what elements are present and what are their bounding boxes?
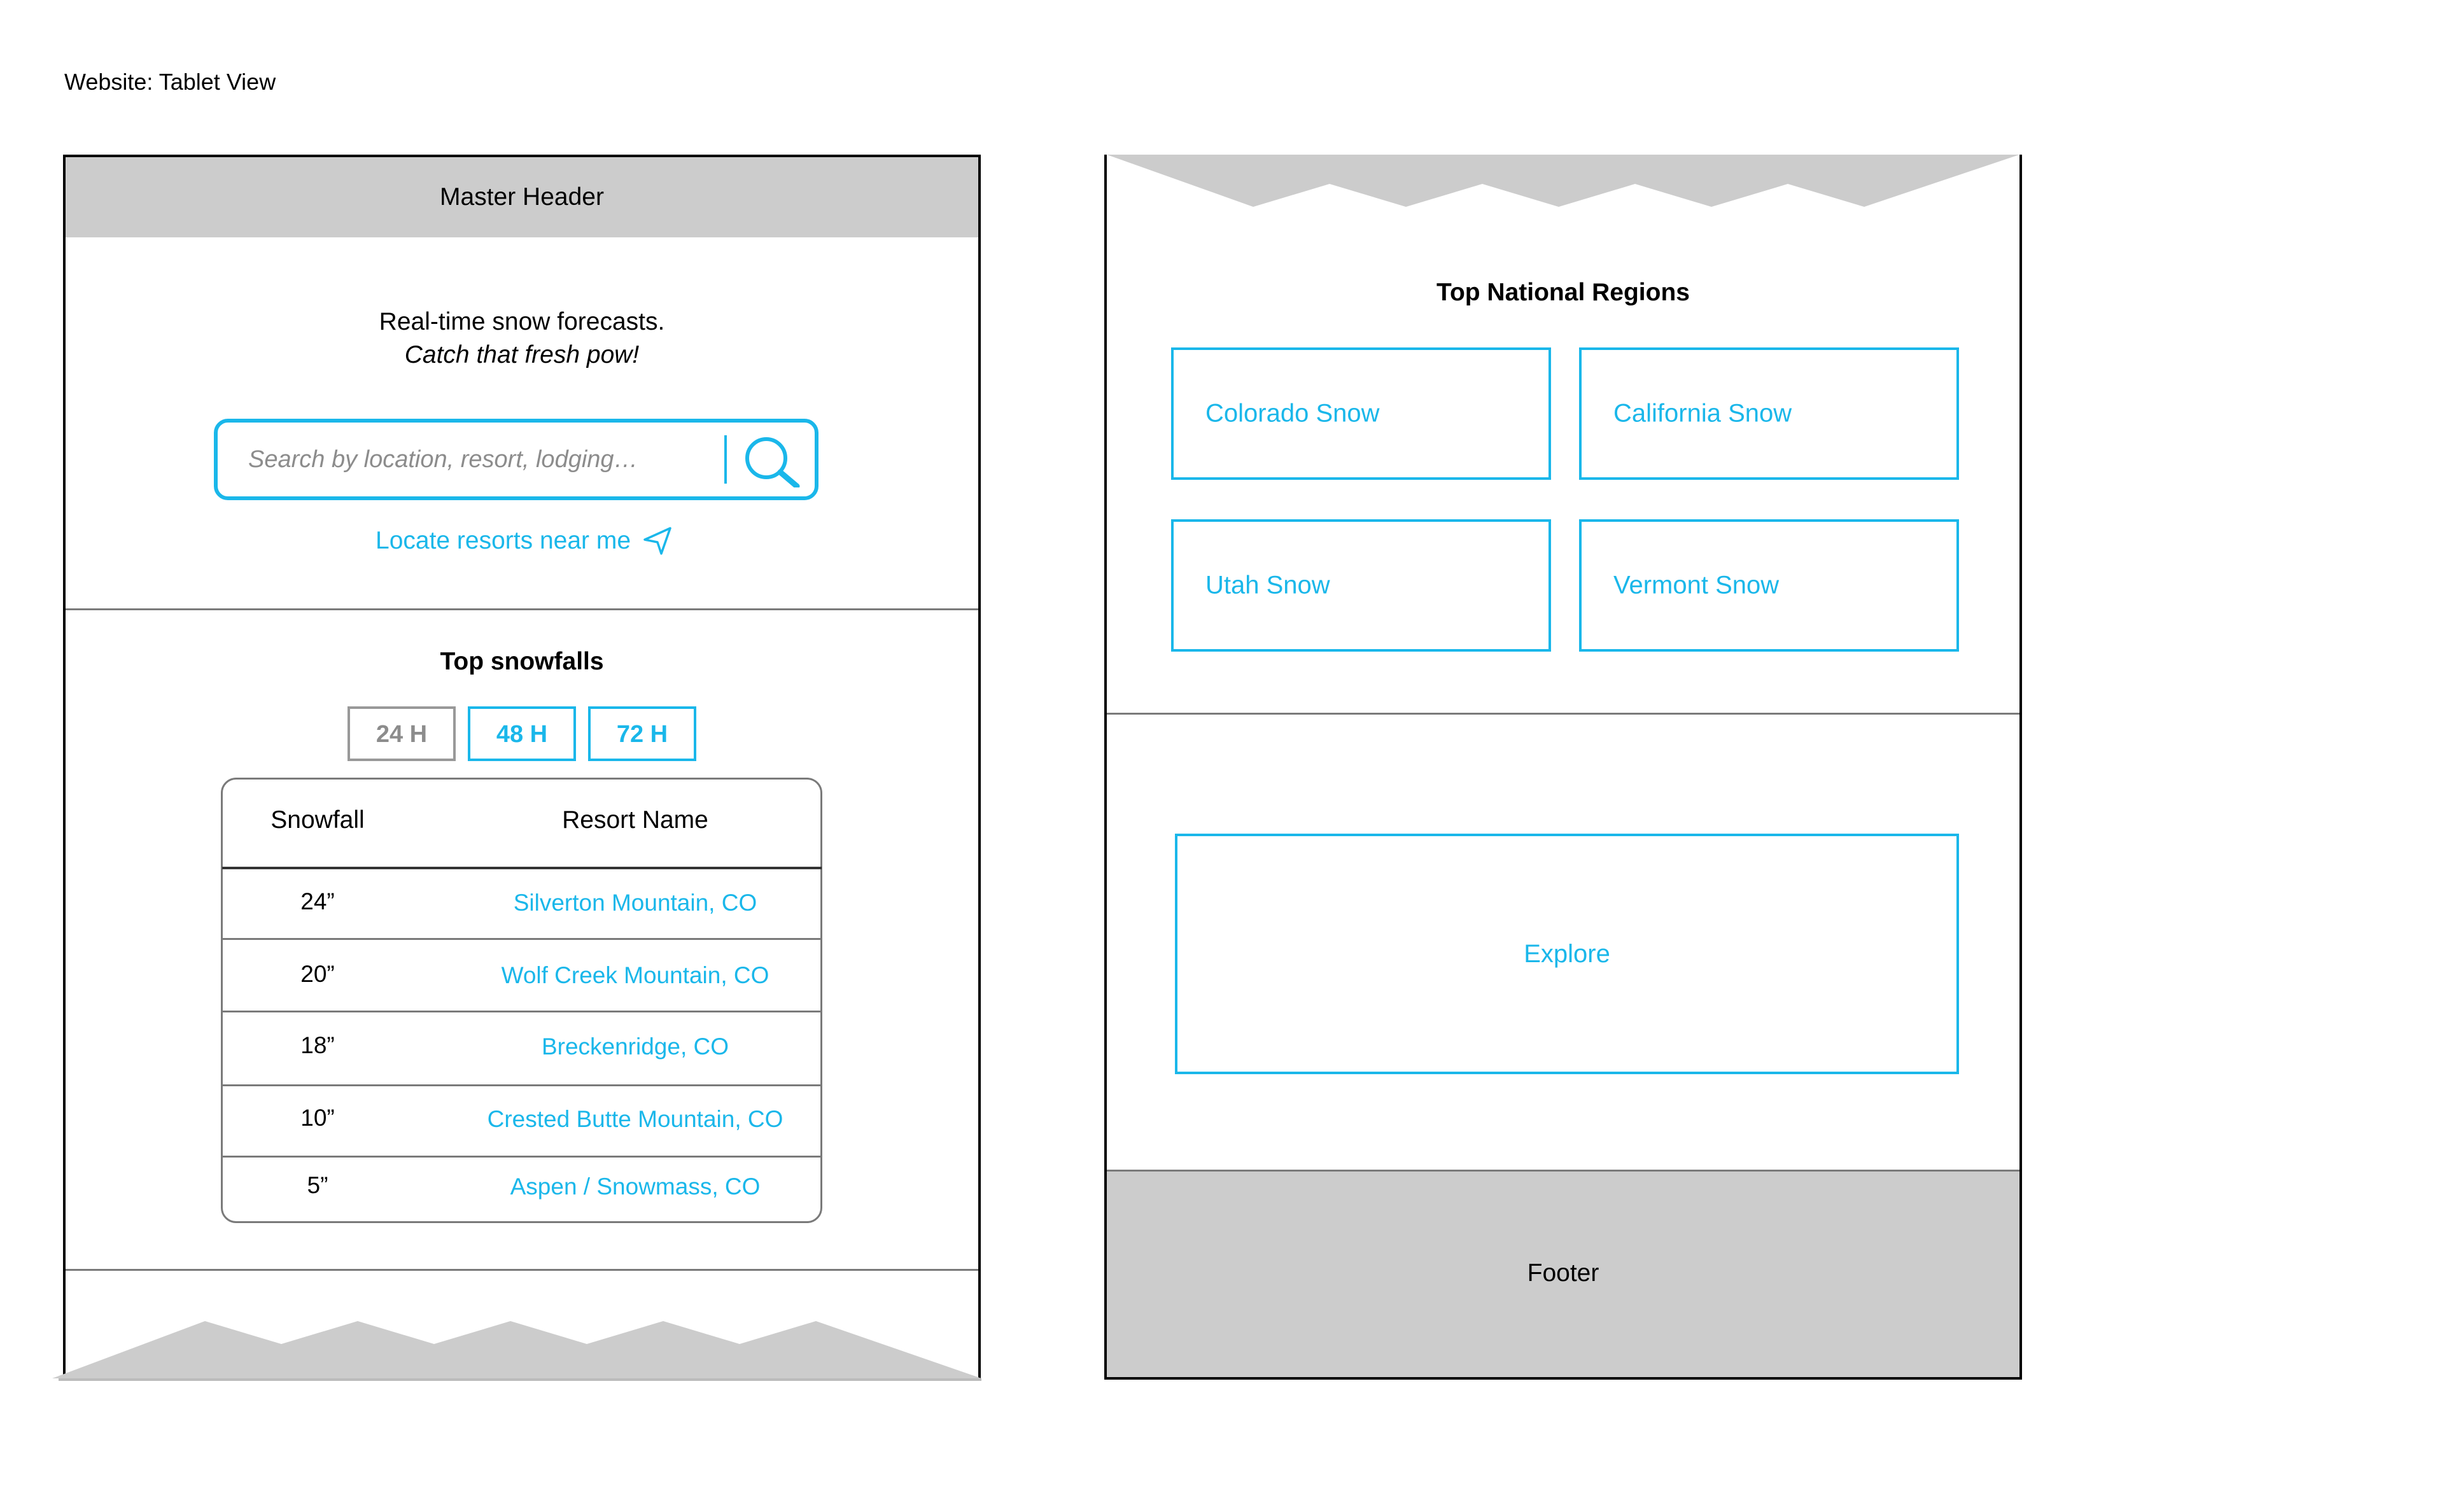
snowfall-value: 24”: [300, 888, 335, 914]
footer: [1107, 1170, 2019, 1377]
snowfall-value: 5”: [307, 1172, 328, 1198]
top-regions-title: Top National Regions: [1436, 279, 1690, 306]
master-header: [66, 157, 978, 237]
tab-48h[interactable]: 48 H: [468, 706, 576, 761]
column-header-resort-name: Resort Name: [562, 806, 708, 834]
region-label: Colorado Snow: [1205, 399, 1380, 428]
region-label: Utah Snow: [1205, 571, 1330, 599]
footer-label: Footer: [1527, 1259, 1599, 1287]
region-utah-button[interactable]: [1171, 519, 1551, 652]
explore-button[interactable]: [1175, 834, 1959, 1074]
snowfall-value: 10”: [300, 1105, 335, 1131]
section-divider: [66, 608, 978, 610]
resort-link[interactable]: Aspen / Snowmass, CO: [510, 1173, 761, 1200]
resort-link[interactable]: Crested Butte Mountain, CO: [487, 1106, 783, 1132]
region-label: Vermont Snow: [1613, 571, 1780, 599]
master-header-label: Master Header: [440, 183, 604, 211]
locate-resorts-link[interactable]: [376, 522, 673, 560]
table-row-divider: [222, 1084, 822, 1086]
search-icon: [741, 434, 804, 487]
tab-72h[interactable]: 72 H: [588, 706, 696, 761]
explore-label: Explore: [1524, 940, 1610, 968]
resort-link[interactable]: Breckenridge, CO: [541, 1033, 729, 1060]
search-bar[interactable]: [214, 419, 818, 500]
section-divider: [66, 1269, 978, 1271]
region-california-button[interactable]: [1579, 347, 1959, 480]
column-header-snowfall: Snowfall: [270, 806, 365, 834]
search-button[interactable]: [741, 434, 804, 487]
table-row-divider: [222, 1156, 822, 1158]
table-row-divider: [222, 1011, 822, 1012]
top-snowfalls-title: Top snowfalls: [440, 648, 604, 675]
hero-tagline: Real-time snow forecasts.: [379, 308, 665, 335]
region-label: California Snow: [1613, 399, 1792, 428]
table-row-divider: [222, 938, 822, 940]
region-colorado-button[interactable]: [1171, 347, 1551, 480]
section-divider: [1107, 713, 2019, 715]
torn-edge-bottom: [52, 1313, 981, 1383]
locate-resorts-label: Locate resorts near me: [376, 527, 631, 554]
torn-edge-top: [1107, 155, 2019, 212]
snowfall-value: 20”: [300, 961, 335, 987]
tab-24h[interactable]: 24 H: [348, 706, 456, 761]
search-divider: [724, 435, 727, 484]
region-vermont-button[interactable]: [1579, 519, 1959, 652]
search-input[interactable]: Search by location, resort, lodging…: [248, 446, 638, 473]
resort-link[interactable]: Wolf Creek Mountain, CO: [501, 962, 769, 988]
wireframe-caption: Website: Tablet View: [64, 69, 276, 95]
table-header-divider: [222, 867, 822, 869]
hero-subtagline: Catch that fresh pow!: [404, 341, 640, 368]
resort-link[interactable]: Silverton Mountain, CO: [513, 890, 757, 916]
send-arrow-icon: [642, 526, 673, 556]
snowfall-value: 18”: [300, 1032, 335, 1058]
